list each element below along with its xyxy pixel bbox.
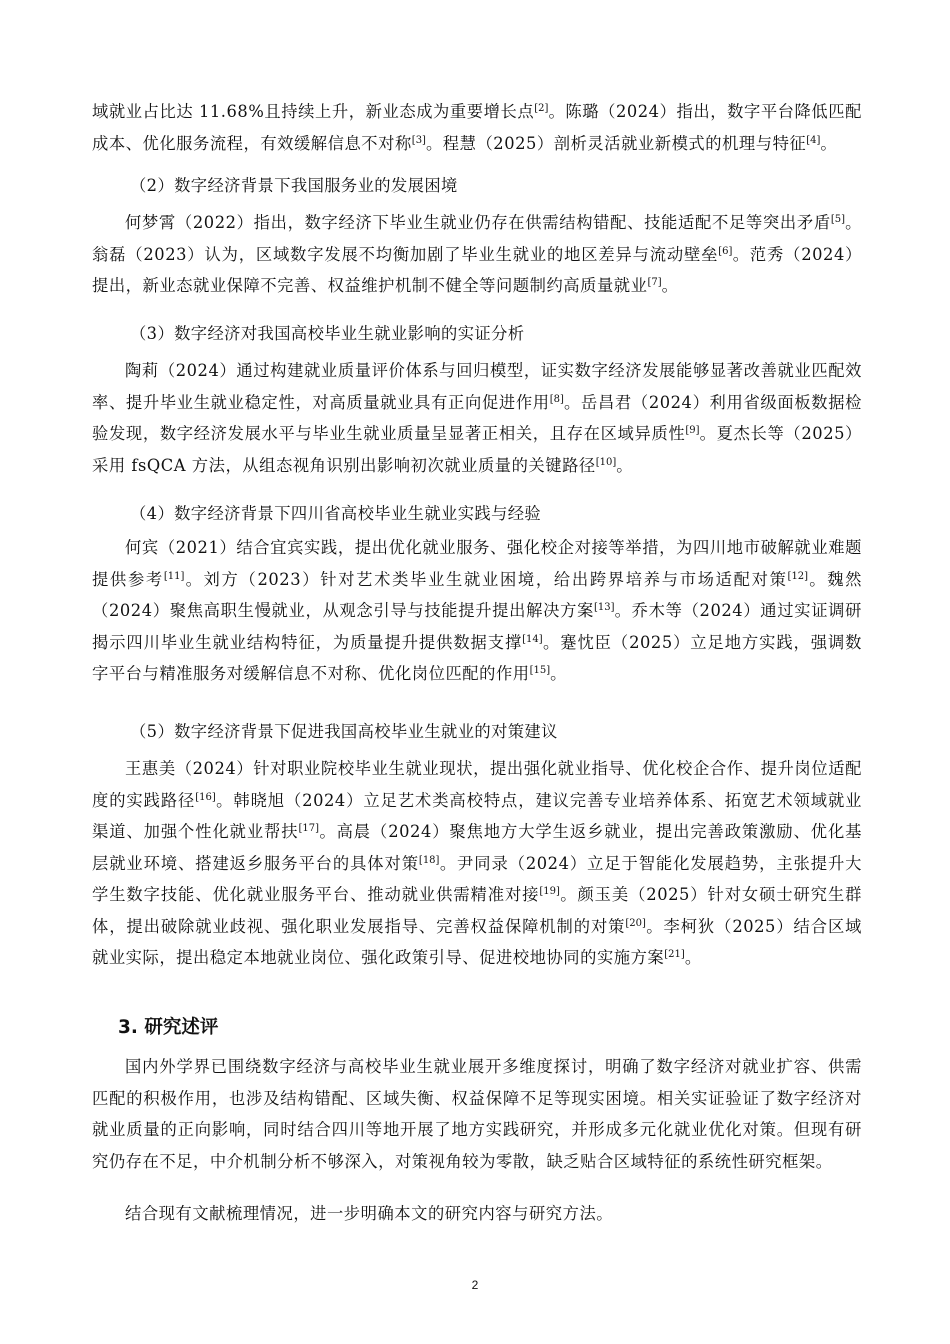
text-run: 。颜玉美（2025）针对女硕士研究生群体，提出破除就业歧视、强化职业发展指导、完善权益保障机制的对策 bbox=[92, 885, 862, 936]
citation-marker: [11] bbox=[163, 570, 185, 582]
text-run: 。 bbox=[820, 133, 838, 153]
text-run: 。 bbox=[550, 664, 567, 683]
text-run: 。陈璐（2024）指出，数字平台降低匹配成本、优化服务流程，有效缓解信息不对称 bbox=[92, 102, 862, 153]
citation-marker: [7] bbox=[647, 277, 662, 288]
section-heading-review: 3. 研究述评 bbox=[118, 1017, 219, 1038]
citation-marker: [4] bbox=[806, 134, 821, 146]
citation-marker: [8] bbox=[549, 393, 564, 405]
citation-marker: [15] bbox=[529, 665, 551, 676]
paragraph-sichuan-practice bbox=[92, 532, 862, 690]
subheading-2: （2）数字经济背景下我国服务业的发展困境 bbox=[130, 176, 458, 195]
citation-marker: [10] bbox=[595, 456, 617, 468]
text-run: 何梦霄（2022）指出，数字经济下毕业生就业仍存在供需结构错配、技能适配不足等突出矛盾 bbox=[125, 213, 831, 232]
text-run: 。刘方（2023）针对艺术类毕业生就业困境，给出跨界培养与市场适配对策 bbox=[184, 569, 788, 589]
citation-marker: [13] bbox=[594, 602, 615, 613]
text-run: 。高晨（2024）聚焦地方大学生返乡就业，提出完善政策激励、优化基层就业环境、搭建返乡服务平台的具体对策 bbox=[92, 822, 862, 873]
text-run: 。范秀（2024）提出，新业态就业保障不完善、权益维护机制不健全等问题制约高质量就业 bbox=[92, 244, 863, 295]
text-run: 。韩晓旭（2024）立足艺术类高校特点，建议完善专业培养体系、拓宽艺术领域就业渠道、加强个性化就业帮扶 bbox=[92, 790, 862, 841]
subheading-3: （3）数字经济对我国高校毕业生就业影响的实证分析 bbox=[130, 324, 525, 343]
text-run: 王惠美（2024）针对职业院校毕业生就业现状，提出强化就业指导、优化校企合作、提升岗位适配度的实践路径 bbox=[92, 759, 862, 810]
paragraph-transition bbox=[92, 1198, 862, 1230]
paragraph-continued bbox=[92, 96, 862, 159]
citation-marker: [20] bbox=[625, 917, 646, 929]
text-run: 。李柯狄（2025）结合区域就业实际，提出稳定本地就业岗位、强化政策引导、促进校地协同的实施方案 bbox=[92, 916, 862, 967]
text-run: 。蹇忱臣（2025）立足地方实践，强调数字平台与精准服务对缓解信息不对称、优化岗位匹配的作用 bbox=[92, 632, 862, 683]
paragraph-empirical bbox=[92, 355, 862, 481]
citation-marker: [21] bbox=[664, 949, 685, 960]
text-run: 。程慧（2025）剖析灵活就业新模式的机理与特征 bbox=[425, 133, 807, 153]
page-number: 2 bbox=[471, 1278, 479, 1292]
paragraph-difficulties bbox=[92, 207, 862, 302]
text-run: 。夏杰长等（2025）采用 fsQCA 方法，从组态视角识别出影响初次就业质量的关键路径 bbox=[92, 424, 862, 475]
subheading-5: （5）数字经济背景下促进我国高校毕业生就业的对策建议 bbox=[130, 722, 558, 741]
text-run: 国内外学界已围绕数字经济与高校毕业生就业展开多维度探讨，明确了数字经济对就业扩容、供需匹配的积极作用，也涉及结构错配、区域失衡、权益保障不足等现实困境。相关实证验证了数字经济对就业质量的正向影响，同时结合四川等地开展了地方实践研究，并形成多元化就业优化对策。但现有研究仍存在不足，中介机制分析不够深入，对策视角较为零散，缺乏贴合区域特征的系统性研究框架。 bbox=[92, 1057, 862, 1171]
citation-marker: [19] bbox=[539, 886, 560, 897]
text-run: 。魏然（2024）聚焦高职生慢就业，从观念引导与技能提升提出解决方案 bbox=[92, 569, 862, 620]
paragraph-countermeasures bbox=[92, 753, 862, 974]
text-run: 。 bbox=[616, 455, 634, 475]
text-run: 。 bbox=[661, 276, 679, 295]
text-run: 。 bbox=[684, 948, 702, 967]
citation-marker: [14] bbox=[522, 633, 543, 645]
citation-marker: [17] bbox=[298, 823, 320, 834]
text-run: 何宾（2021）结合宜宾实践，提出优化就业服务、强化校企对接等举措，为四川地市破解就业难题提供参考 bbox=[92, 538, 862, 589]
text-run: 陶莉（2024）通过构建就业质量评价体系与回归模型，证实数字经济发展能够显著改善就业匹配效率、提升毕业生就业稳定性，对高质量就业具有正向促进作用 bbox=[92, 361, 862, 412]
subheading-4: （4）数字经济背景下四川省高校毕业生就业实践与经验 bbox=[130, 504, 542, 523]
citation-marker: [6] bbox=[718, 245, 733, 257]
text-run: 。乔木等（2024）通过实证调研揭示四川毕业生就业结构特征，为质量提升提供数据支撑 bbox=[92, 601, 862, 652]
text-run: 。尹同录（2024）立足于智能化发展趋势，主张提升大学生数字技能、优化就业服务平台、推动就业供需精准对接 bbox=[92, 853, 862, 904]
citation-marker: [9] bbox=[685, 425, 700, 436]
citation-marker: [5] bbox=[830, 214, 846, 225]
citation-marker: [16] bbox=[195, 791, 216, 803]
text-run: 。翁磊（2023）认为，区域数字发展不均衡加剧了毕业生就业的地区差异与流动壁垒 bbox=[92, 213, 862, 264]
citation-marker: [18] bbox=[418, 854, 440, 866]
text-run: 域就业占比达 11.68%且持续上升，新业态成为重要增长点 bbox=[92, 102, 535, 121]
paragraph-review bbox=[92, 1051, 862, 1177]
text-run: 。岳昌君（2024）利用省级面板数据检验发现，数字经济发展水平与毕业生就业质量呈显著正相关，且存在区域异质性 bbox=[92, 392, 863, 443]
citation-marker: [2] bbox=[534, 103, 549, 114]
text-run: 结合现有文献梳理情况，进一步明确本文的研究内容与研究方法。 bbox=[125, 1204, 614, 1223]
citation-marker: [3] bbox=[411, 134, 426, 146]
citation-marker: [12] bbox=[787, 570, 809, 582]
